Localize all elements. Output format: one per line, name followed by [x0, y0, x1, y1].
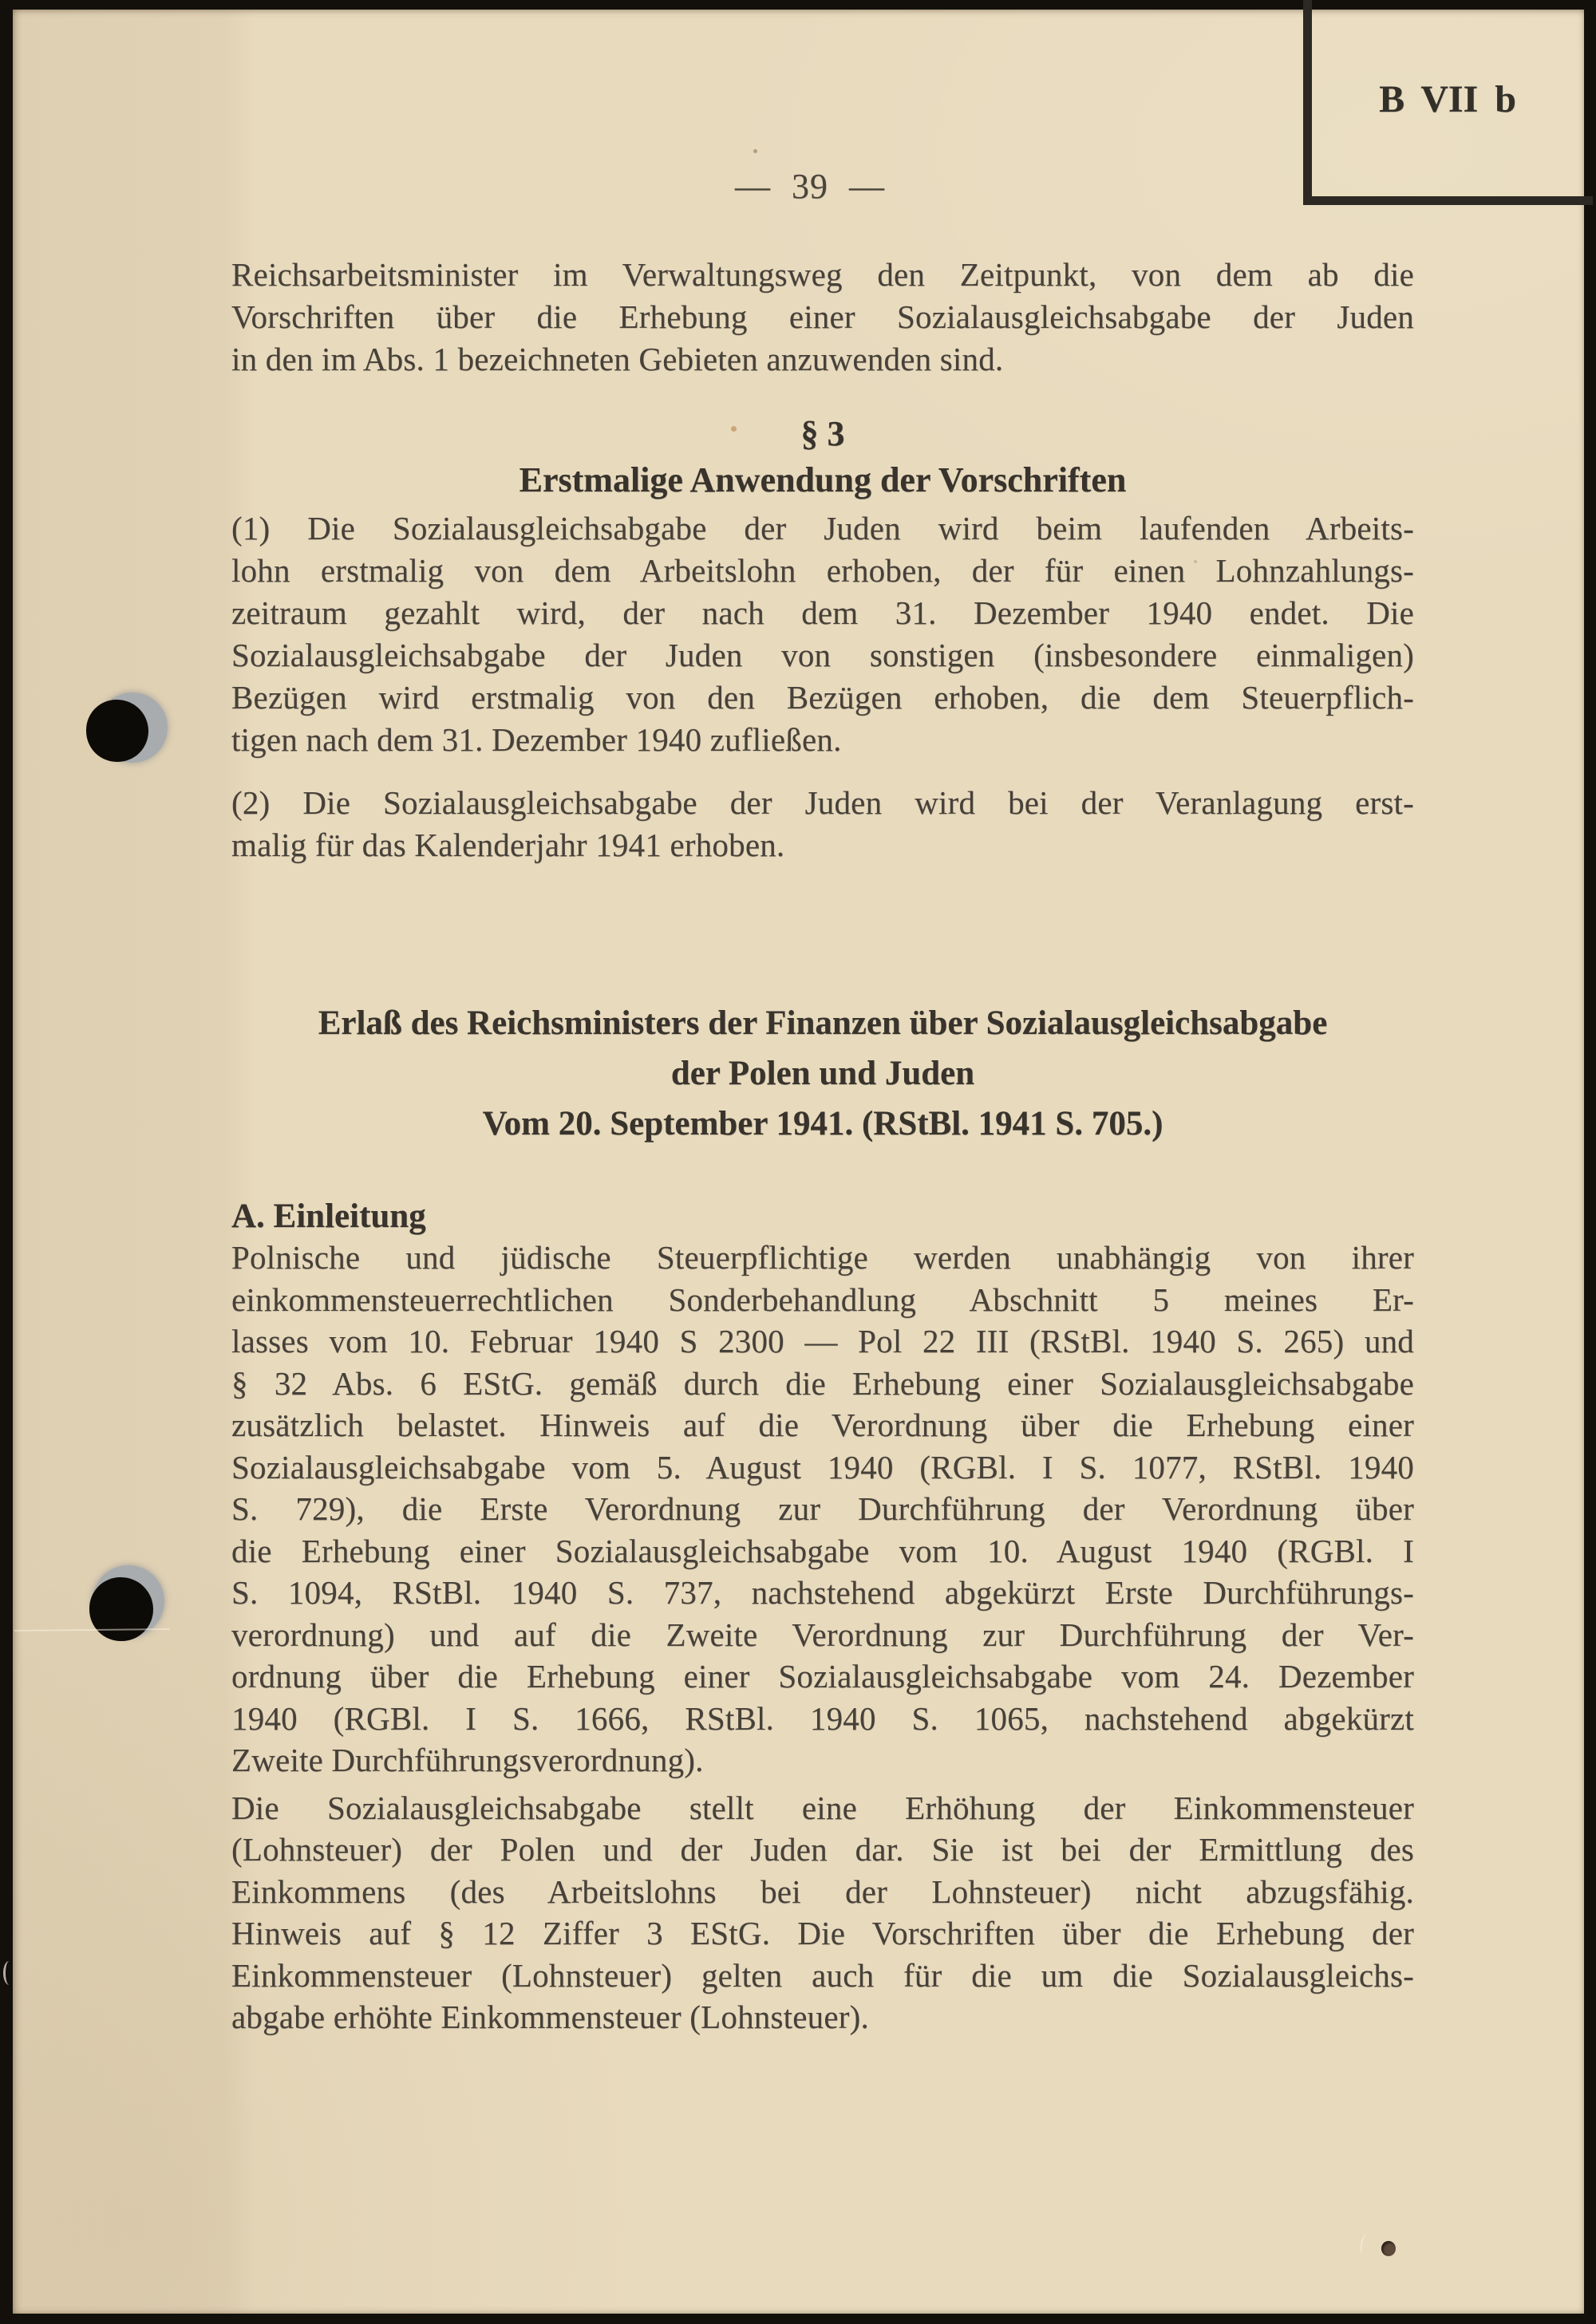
classification-label: B VII b [1379, 78, 1516, 120]
dust-speck [1194, 560, 1197, 563]
text-line: zeitraum gezahlt wird, der nach dem 31. Dezember 1940 endet. Die [231, 594, 1414, 631]
section-title: Erstmalige Anwendung der Vorschriften [519, 460, 1127, 499]
decree-title-line: der Polen und Juden [670, 1055, 975, 1092]
page-number: — 39 — [735, 167, 885, 206]
decree-title-line: Erlaß des Reichsministers der Finanzen über Sozialausgleichsabgabe [318, 1004, 1328, 1042]
text-line: malig für das Kalenderjahr 1941 erhoben. [231, 827, 785, 863]
text-line: die Erhebung einer Sozialausgleichsabgabe vom 10. August 1940 (RGBl. I [231, 1533, 1414, 1569]
section-number: § 3 [800, 414, 845, 453]
text-line: zusätzlich belastet. Hinweis auf die Verordnung über die Erhebung einer [231, 1407, 1414, 1443]
text-line: (2) Die Sozialausgleichsabgabe der Juden wird bei der Veranlagung erst- [231, 784, 1414, 821]
text-line: Zweite Durchführungsverordnung). [231, 1742, 704, 1778]
text-line: Hinweis auf § 12 Ziffer 3 EStG. Die Vorschriften über die Erhebung der [231, 1915, 1414, 1951]
hole-punch-bottom [89, 1577, 153, 1641]
text-line: Sozialausgleichsabgabe der Juden von sonstigen (insbesondere einmaligen) [231, 637, 1414, 673]
dust-speck [335, 850, 338, 854]
scan-border-bottom [0, 2314, 1596, 2324]
paper-crease [3, 1961, 15, 1985]
text-line: abgabe erhöhte Einkommensteuer (Lohnsteuer). [231, 1998, 869, 2035]
text-line: 1940 (RGBl. I S. 1666, RStBl. 1940 S. 1065, nachstehend abgekürzt [231, 1700, 1414, 1737]
text-line: in den im Abs. 1 bezeichneten Gebieten anzuwenden sind. [231, 341, 1004, 377]
text-line: Reichsarbeitsminister im Verwaltungsweg den Zeitpunkt, von dem ab die [231, 256, 1414, 293]
text-line: S. 729), die Erste Verordnung zur Durchführung der Verordnung über [231, 1490, 1414, 1527]
decree-date-line: Vom 20. September 1941. (RStBl. 1941 S. 705.) [482, 1105, 1163, 1142]
text-line: ordnung über die Erhebung einer Sozialausgleichsabgabe vom 24. Dezember [231, 1658, 1414, 1695]
text-line: lasses vom 10. Februar 1940 S 2300 — Pol 22 III (RStBl. 1940 S. 265) und [231, 1323, 1414, 1359]
text-line: Einkommens (des Arbeitslohns bei der Lohnsteuer) nicht abzugsfähig. [231, 1873, 1414, 1910]
text-line: Sozialausgleichsabgabe vom 5. August 1940 (RGBl. I S. 1077, RStBl. 1940 [231, 1449, 1414, 1486]
dust-speck [731, 426, 737, 432]
text-line: Polnische und jüdische Steuerpflichtige werden unabhängig von ihrer [231, 1239, 1414, 1276]
text-line: Die Sozialausgleichsabgabe stellt eine Erhöhung der Einkommensteuer [231, 1789, 1414, 1826]
text-line: (1) Die Sozialausgleichsabgabe der Juden wird beim laufenden Arbeits- [231, 510, 1414, 546]
text-line: tigen nach dem 31. Dezember 1940 zufließen. [231, 721, 842, 758]
dust-speck [753, 149, 757, 153]
text-line: Einkommensteuer (Lohnsteuer) gelten auch für die um die Sozialausgleichs- [231, 1957, 1414, 1994]
text-line: S. 1094, RStBl. 1940 S. 737, nachstehend abgekürzt Erste Durchführungs- [231, 1574, 1414, 1611]
hole-punch-top [86, 700, 148, 762]
subsection-heading: A. Einleitung [231, 1198, 426, 1235]
scan-border-right [1584, 0, 1596, 2324]
text-line: verordnung) und auf die Zweite Verordnung zur Durchführung der Ver- [231, 1616, 1414, 1653]
ink-stain [1381, 2241, 1396, 2256]
text-line: (Lohnsteuer) der Polen und der Juden dar. Sie ist bei der Ermittlung des [231, 1831, 1414, 1868]
text-line: Bezügen wird erstmalig von den Bezügen erhoben, die dem Steuerpflich- [231, 679, 1414, 716]
text-line: lohn erstmalig von dem Arbeitslohn erhoben, der für einen Lohnzahlungs- [231, 552, 1414, 589]
text-line: einkommensteuerrechtlichen Sonderbehandlung Abschnitt 5 meines Er- [231, 1281, 1414, 1318]
text-line: Vorschriften über die Erhebung einer Sozialausgleichsabgabe der Juden [231, 298, 1414, 335]
text-line: § 32 Abs. 6 EStG. gemäß durch die Erhebung einer Sozialausgleichsabgabe [231, 1365, 1414, 1402]
